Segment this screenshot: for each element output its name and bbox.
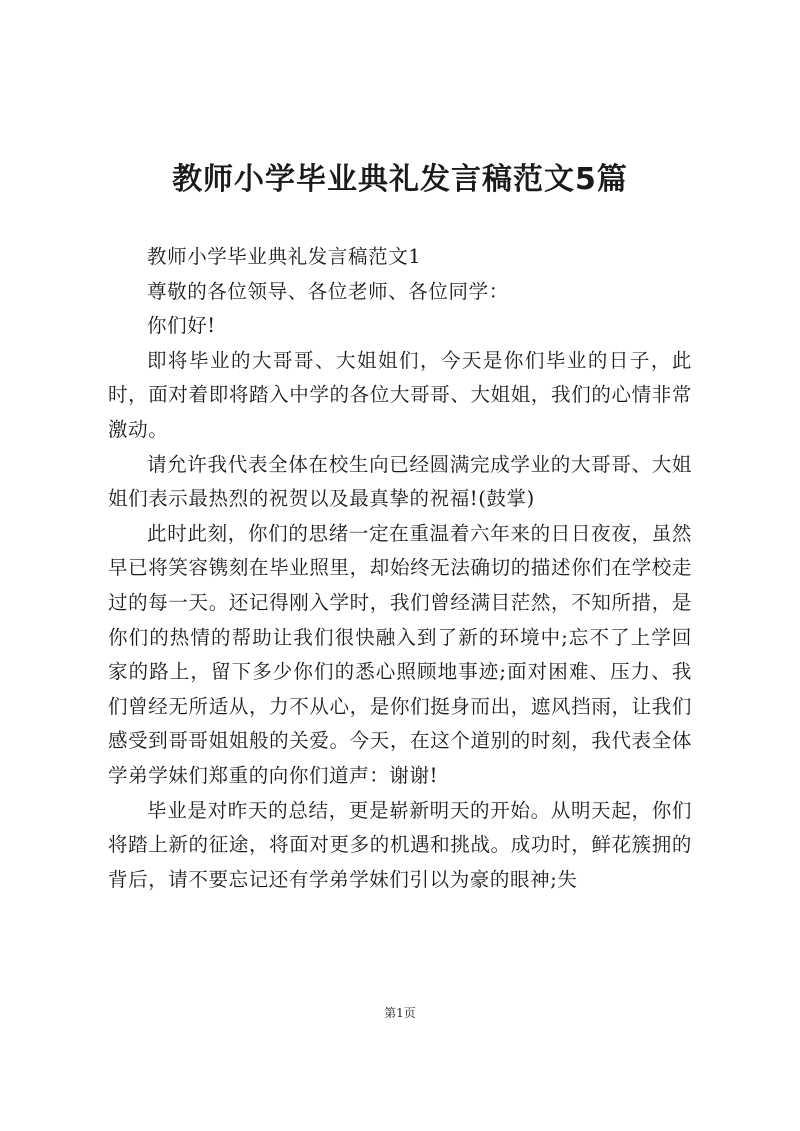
paragraph-salutation: 尊敬的各位领导、各位老师、各位同学： bbox=[147, 279, 509, 303]
document-title: 教师小学毕业典礼发言稿范文5篇 bbox=[172, 162, 628, 197]
paragraph-body: 请允许我代表全体在校生向已经圆满完成学业的大哥哥、大姐姐们表示最热烈的祝贺以及最真挚的祝福!(鼓掌) bbox=[108, 452, 692, 511]
paragraph-section-heading: 教师小学毕业典礼发言稿范文1 bbox=[147, 245, 422, 268]
document-body bbox=[108, 240, 692, 897]
paragraph-greeting: 你们好! bbox=[147, 314, 216, 338]
paragraph-body: 毕业是对昨天的总结，更是崭新明天的开始。从明天起，你们将踏上新的征途，将面对更多的机遇和挑战。成功时，鲜花簇拥的背后，请不要忘记还有学弟学妹们引以为豪的眼神;失 bbox=[108, 798, 692, 891]
paragraph-body: 此时此刻，你们的思绪一定在重温着六年来的日日夜夜，虽然早已将笑容镌刻在毕业照里，却始终无法确切的描述你们在学校走过的每一天。还记得刚入学时，我们曾经满目茫然，不知所措，是你们的热情的帮助让我们很快融入到了新的环境中;忘不了上学回家的路上，留下多少你们的悉心照顾地事迹;面对困难、压力、我们曾经无所适从，力不从心，是你们挺身而出，遮风挡雨，让我们感受到哥哥姐姐般的关爱。今天，在这个道别的时刻，我代表全体学弟学妹们郑重的向你们道声：谢谢! bbox=[108, 521, 692, 787]
page-number: 第1页 bbox=[384, 1006, 416, 1020]
paragraph-body: 即将毕业的大哥哥、大姐姐们，今天是你们毕业的日子，此时，面对着即将踏入中学的各位大哥哥、大姐姐，我们的心情非常激动。 bbox=[108, 348, 692, 441]
